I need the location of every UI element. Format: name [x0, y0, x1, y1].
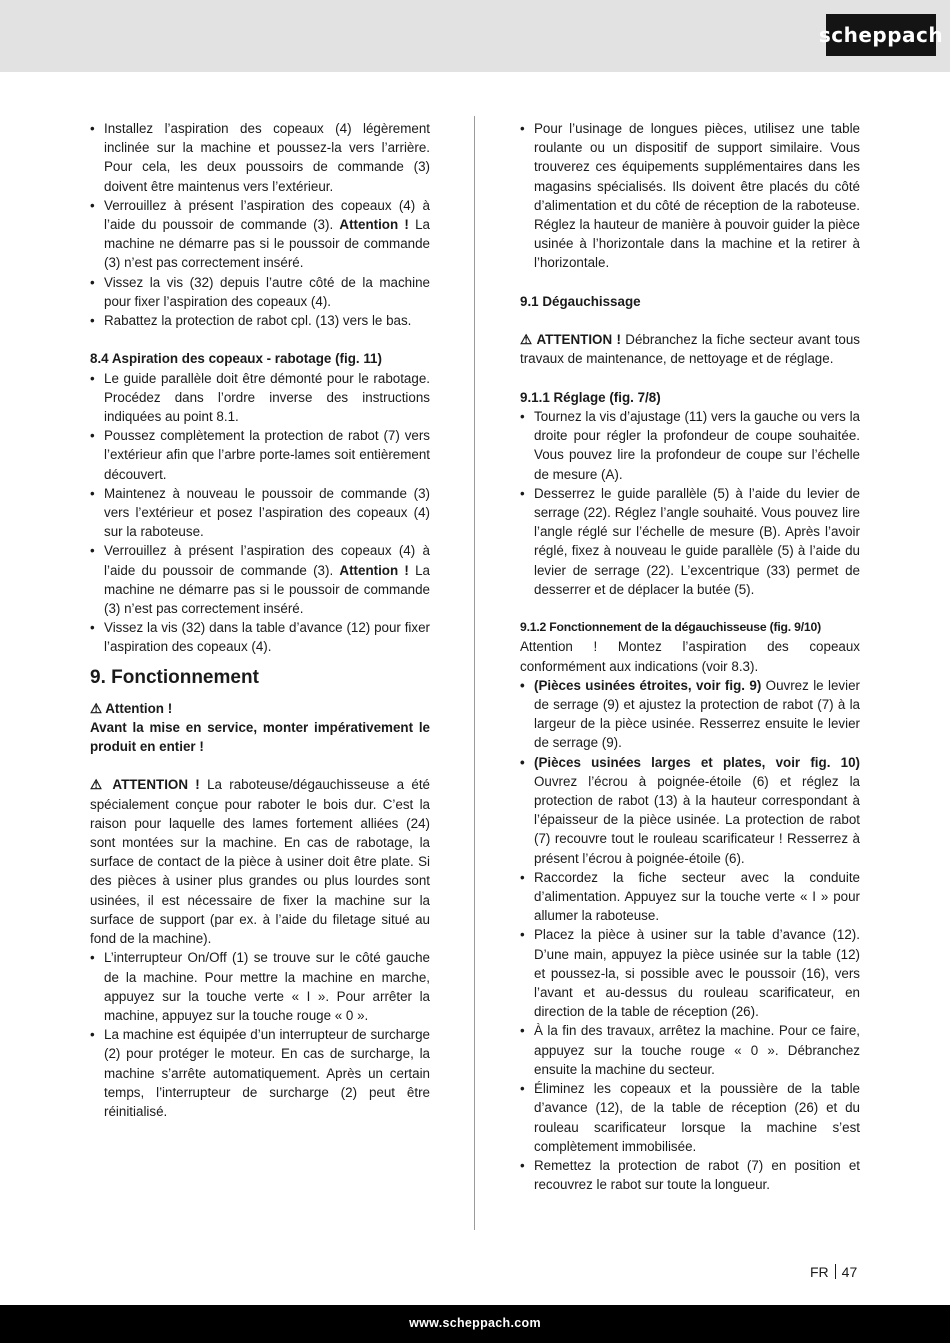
section-heading: 9.1.1 Réglage (fig. 7/8) — [520, 389, 661, 405]
list-item: • Raccordez la fiche secteur avec la conduite d’alimentation. Appuyez sur la touche verte « I » pour allumer la raboteuse. — [520, 868, 860, 926]
language-code: FR — [810, 1264, 829, 1280]
list-item: • Rabattez la protection de rabot cpl. (13) vers le bas. — [90, 311, 430, 330]
right-column — [520, 119, 860, 1194]
bullet-list — [90, 119, 430, 330]
warning-text: Débranchez la fiche secteur avant tous travaux de maintenance, de nettoyage et de réglage. — [520, 332, 860, 367]
warning-label: ⚠ ATTENTION ! — [90, 777, 200, 793]
item-text: La machine ne démarre pas si le poussoir de commande (3) n’est pas correctement inséré. — [104, 562, 430, 617]
item-text: Verrouillez à présent l’aspiration des copeaux (4) à l’aide du poussoir de commande (3). — [104, 197, 430, 233]
brand-logo: scheppach — [826, 14, 936, 56]
chapter-title: 9. Fonctionnement — [90, 666, 259, 688]
warning-text: La raboteuse/dégauchisseuse a été spécialement conçue pour raboter le bois dur. C’est la raison pour laquelle des lames fortement alliées (24) sont montées sur la machine. En cas de rabotage, la surface de contact de la pièce à usiner doit être plate. Si des pièces à usiner plus grandes ou plus lourdes sont usinées, il est nécessaire de fixer la machine sur la surface de support (par ex. à l’aide du filetage situé au fond de la machine). — [90, 777, 431, 947]
page-index: 47 — [841, 1264, 858, 1280]
column-divider — [474, 116, 475, 1230]
item-text: Ouvrez l’écrou à poignée-étoile (6) et réglez la protection de rabot (13) à la hauteur correspondant à l’épaisseur de la pièce usinée. La protection de rabot (7) recouvre tout le rouleau scarificateur ! Resserrez à présent l’écrou à poignée-étoile (6). — [534, 773, 860, 866]
list-item: • Poussez complètement la protection de rabot (7) vers l’extérieur afin que l’arbre porte-lames soit entièrement découvert. — [90, 426, 430, 484]
list-item: • Éliminez les copeaux et la poussière de la table d’avance (12), de la table de réception (26) et du rouleau scarificateur lorsque la machine s’est complètement immobilisée. — [520, 1079, 860, 1156]
left-column — [90, 119, 430, 1121]
section-heading: 9.1.2 Fonctionnement de la dégauchisseuse (fig. 9/10) — [520, 620, 821, 635]
list-item: • Desserrez le guide parallèle (5) à l’aide du levier de serrage (22). Réglez l’angle souhaité. Vous pouvez lire l’angle réglé sur l’échelle de mesure (B). Après l’avoir réglé, fixez à nouveau le guide parallèle (5) à l’aide du levier de serrage (22). L’excentrique (33) permet de desserrer et de déplacer la butée (5). — [520, 484, 860, 599]
list-item: • Installez l’aspiration des copeaux (4) légèrement inclinée sur la machine et poussez-la vers l’arrière. Pour cela, les deux poussoirs de commande (3) doivent être maintenus vers l’extérieur. — [90, 119, 430, 196]
warning-label: ⚠ ATTENTION ! — [520, 332, 621, 348]
list-item — [520, 753, 860, 868]
separator — [835, 1264, 836, 1279]
item-text: Ouvrez le levier de serrage (9) et ajustez la protection de rabot (7) à la largeur de la pièce usinée. Resserrez ensuite le levier de serrage (9). — [534, 677, 860, 751]
website-link[interactable]: www.scheppach.com — [409, 1316, 541, 1330]
list-item: • Remettez la protection de rabot (7) en position et recouvrez le rabot sur toute la longueur. — [520, 1156, 860, 1194]
list-item — [90, 541, 430, 618]
list-item — [520, 676, 860, 753]
attention-text: Attention ! — [339, 562, 409, 578]
item-text: La machine ne démarre pas si le poussoir de commande (3) n’est pas correctement inséré. — [104, 217, 430, 271]
list-item — [90, 196, 430, 273]
warning-paragraph — [90, 775, 430, 948]
list-item: • À la fin des travaux, arrêtez la machine. Pour ce faire, appuyez sur la touche rouge « 0 ». Débranchez ensuite la machine du secteur. — [520, 1021, 860, 1079]
attention-text: Attention ! — [339, 217, 409, 233]
bullet-list — [90, 948, 430, 1121]
list-item: • Placez la pièce à usiner sur la table d’avance (12). D’une main, appuyez la pièce usinée sur la table (12) et poussez-la, si possible avec le poussoir (16), vers l’avant et au-dessus du rouleau scarificateur, en direction de la table de réception (26). — [520, 925, 860, 1021]
attention-label: ⚠ Attention ! — [90, 700, 173, 716]
bullet-list — [520, 676, 860, 1194]
list-item: • Pour l’usinage de longues pièces, utilisez une table roulante ou un dispositif de support similaire. Vous trouverez ces équipements supplémentaires dans les magasins spécialisés. Ils doivent être placés du côté d’alimentation et du côté de réception de la raboteuse. Réglez la hauteur de manière à pouvoir guider la pièce usinée à l’horizontale dans la machine et la retirer à l’horizontale. — [520, 119, 860, 273]
section-heading: 9.1 Dégauchissage — [520, 293, 641, 309]
bullet-list — [520, 407, 860, 599]
list-item: • La machine est équipée d’un interrupteur de surcharge (2) pour protéger le moteur. En cas de surcharge, la machine s’arrête automatiquement. Après un certain temps, l’interrupteur de surcharge (2) peut être réinitialisé. — [90, 1025, 430, 1121]
bullet-list — [520, 119, 860, 273]
header-band — [0, 0, 950, 72]
list-item: • Maintenez à nouveau le poussoir de commande (3) vers l’extérieur et posez l’aspiration des copeaux (4) sur la raboteuse. — [90, 484, 430, 542]
warning-paragraph — [520, 330, 860, 368]
bullet-list — [90, 369, 430, 657]
attention-text: Avant la mise en service, monter impérativement le produit en entier ! — [90, 719, 430, 755]
page-number — [810, 1264, 857, 1280]
list-item: • Tournez la vis d’ajustage (11) vers la gauche ou vers la droite pour régler la profondeur de coupe souhaitée. Vous pouvez lire la profondeur de coupe sur l’échelle de mesure (A). — [520, 407, 860, 484]
list-item: • Le guide parallèle doit être démonté pour le rabotage. Procédez dans l’ordre inverse des instructions indiquées au point 8.1. — [90, 369, 430, 427]
list-item: • Vissez la vis (32) dans la table d’avance (12) pour fixer l’aspiration des copeaux (4). — [90, 618, 430, 656]
item-text: Verrouillez à présent l’aspiration des copeaux (4) à l’aide du poussoir de commande (3). — [104, 543, 430, 578]
list-item: • L’interrupteur On/Off (1) se trouve sur le côté gauche de la machine. Pour mettre la machine en marche, appuyez sur la touche verte « I ». Pour arrêter la machine, appuyez sur la touche rouge « 0 ». — [90, 948, 430, 1025]
item-bold: (Pièces usinées larges et plates, voir fig. 10) — [534, 754, 860, 770]
section-heading: 8.4 Aspiration des copeaux - rabotage (fig. 11) — [90, 351, 382, 367]
item-bold: (Pièces usinées étroites, voir fig. 9) — [534, 677, 762, 693]
intro-text: Attention ! Montez l’aspiration des copeaux conformément aux indications (voir 8.3). — [520, 639, 860, 674]
list-item: • Vissez la vis (32) depuis l’autre côté de la machine pour fixer l’aspiration des copeaux (4). — [90, 273, 430, 311]
